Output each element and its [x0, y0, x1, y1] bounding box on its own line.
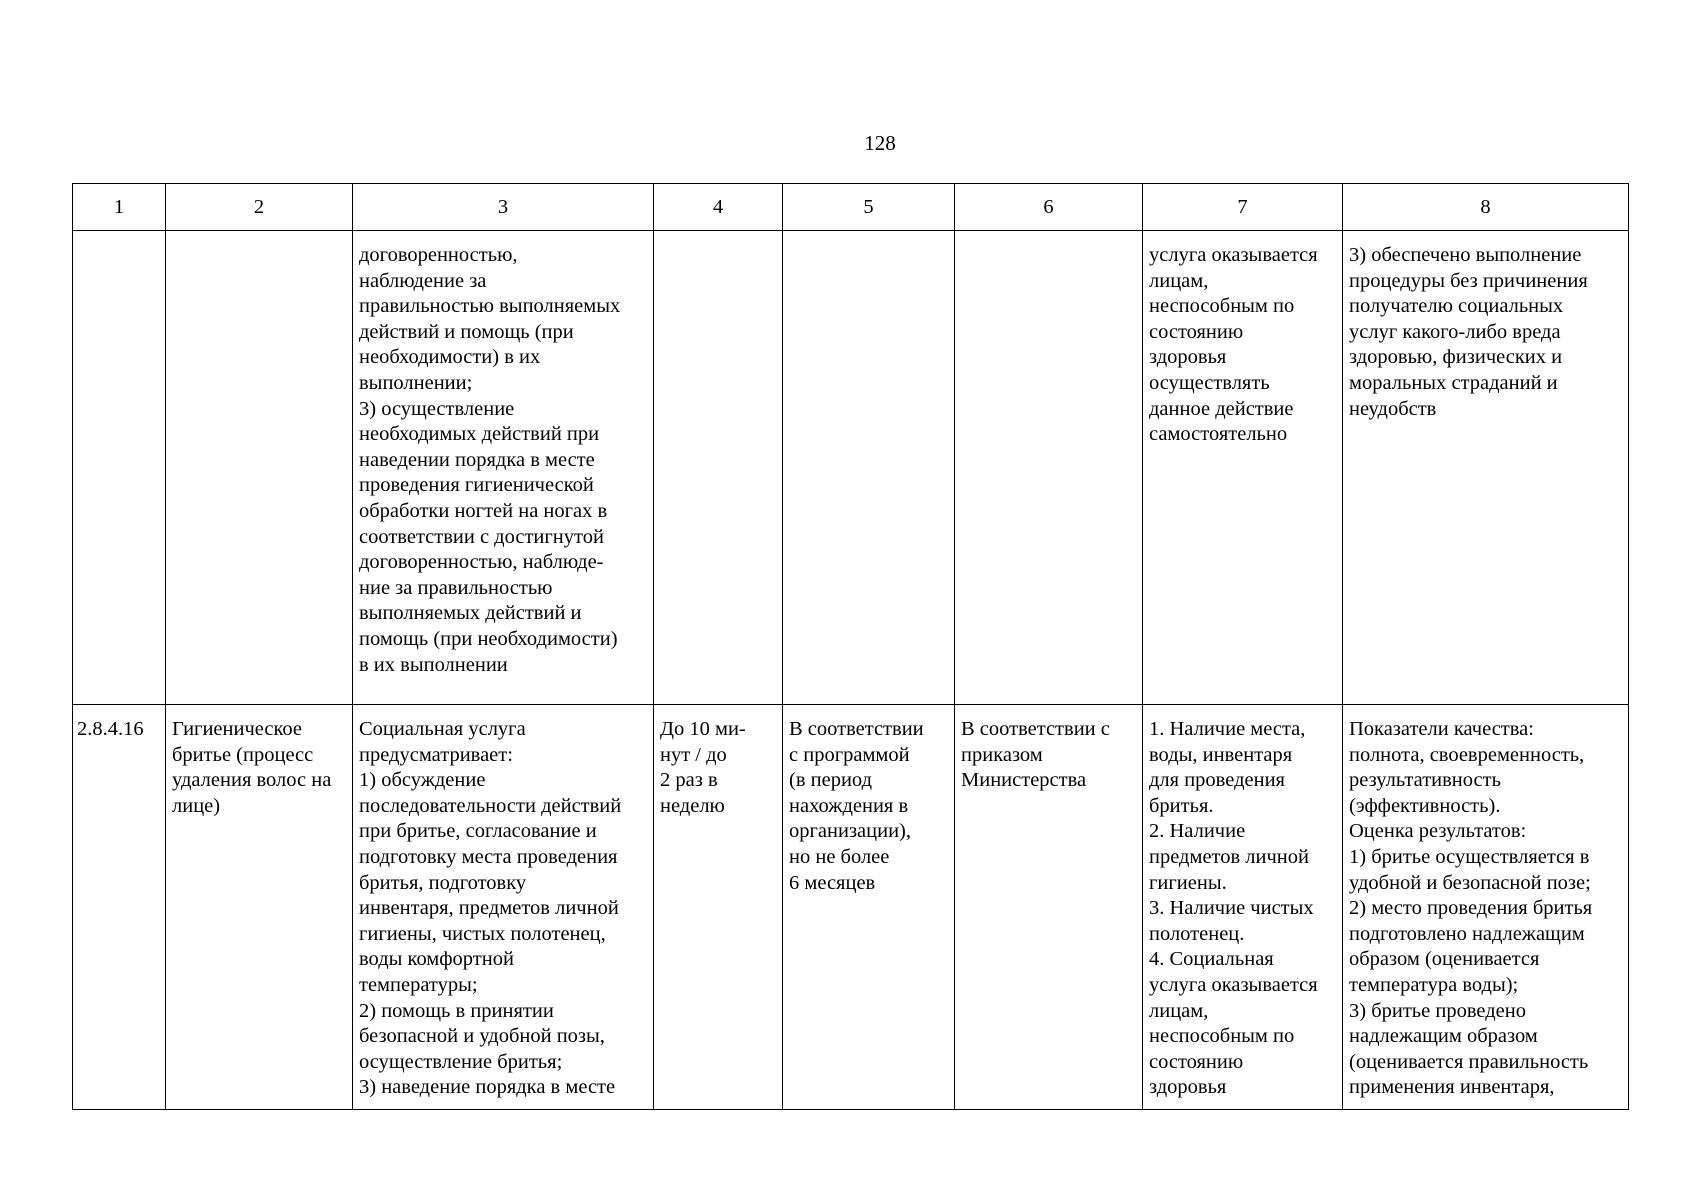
table-row — [73, 231, 1629, 705]
table-cell: 3) обеспечено выполнение процедуры без причинения получателю социальных услуг какого-либо вреда здоровью, физических и моральных страданий и неудобств — [1343, 231, 1629, 705]
column-header: 3 — [353, 184, 654, 231]
column-header: 1 — [73, 184, 166, 231]
table-cell: 1. Наличие места, воды, инвентаря для проведения бритья. 2. Наличие предметов личной гигиены. 3. Наличие чистых полотенец. 4. Социальная услуга оказывается лицам, неспособным по состоянию здоровья — [1143, 705, 1343, 1110]
table-cell: услуга оказывается лицам, неспособным по состоянию здоровья осуществлять данное действие самостоятельно — [1143, 231, 1343, 705]
table-cell: В соответствии с приказом Министерства — [955, 705, 1143, 1110]
column-header: 4 — [654, 184, 783, 231]
table-cell — [783, 231, 955, 705]
column-header: 8 — [1343, 184, 1629, 231]
table-row — [73, 705, 1629, 1110]
table-cell: Гигиеническое бритье (процесс удаления волос на лице) — [166, 705, 353, 1110]
table-cell: Показатели качества: полнота, своевременность, результативность (эффективность). Оценка результатов: 1) бритье осуществляется в удобной и безопасной позе; 2) место проведения бритья подготовлено надлежащим образом (оценивается температура воды); 3) бритье проведено надлежащим образом (оценивается правильность применения инвентаря, — [1343, 705, 1629, 1110]
table-cell: До 10 ми- нут / до 2 раз в неделю — [654, 705, 783, 1110]
services-table — [72, 183, 1629, 1110]
table-cell — [955, 231, 1143, 705]
table-cell: Социальная услуга предусматривает: 1) обсуждение последовательности действий при бритье, согласование и подготовку места проведения бритья, подготовку инвентаря, предметов личной гигиены, чистых полотенец, воды комфортной температуры; 2) помощь в принятии безопасной и удобной позы, осуществление бритья; 3) наведение порядка в месте — [353, 705, 654, 1110]
table-cell: 2.8.4.16 — [73, 705, 166, 1110]
table-header-row — [73, 184, 1629, 231]
column-header: 6 — [955, 184, 1143, 231]
table-cell: В соответствии с программой (в период нахождения в организации), но не более 6 месяцев — [783, 705, 955, 1110]
column-header: 5 — [783, 184, 955, 231]
table-cell — [654, 231, 783, 705]
column-header: 2 — [166, 184, 353, 231]
table-cell — [73, 231, 166, 705]
table-cell: договоренностью, наблюдение за правильностью выполняемых действий и помощь (при необходимости) в их выполнении; 3) осуществление необходимых действий при наведении порядка в месте проведения гигиенической обработки ногтей на ногах в соответствии с достигнутой договоренностью, наблюде- ние за правильностью выполняемых действий и помощь (при необходимости) в их выполнении — [353, 231, 654, 705]
column-header: 7 — [1143, 184, 1343, 231]
table-cell — [166, 231, 353, 705]
page-number: 128 — [864, 131, 896, 155]
